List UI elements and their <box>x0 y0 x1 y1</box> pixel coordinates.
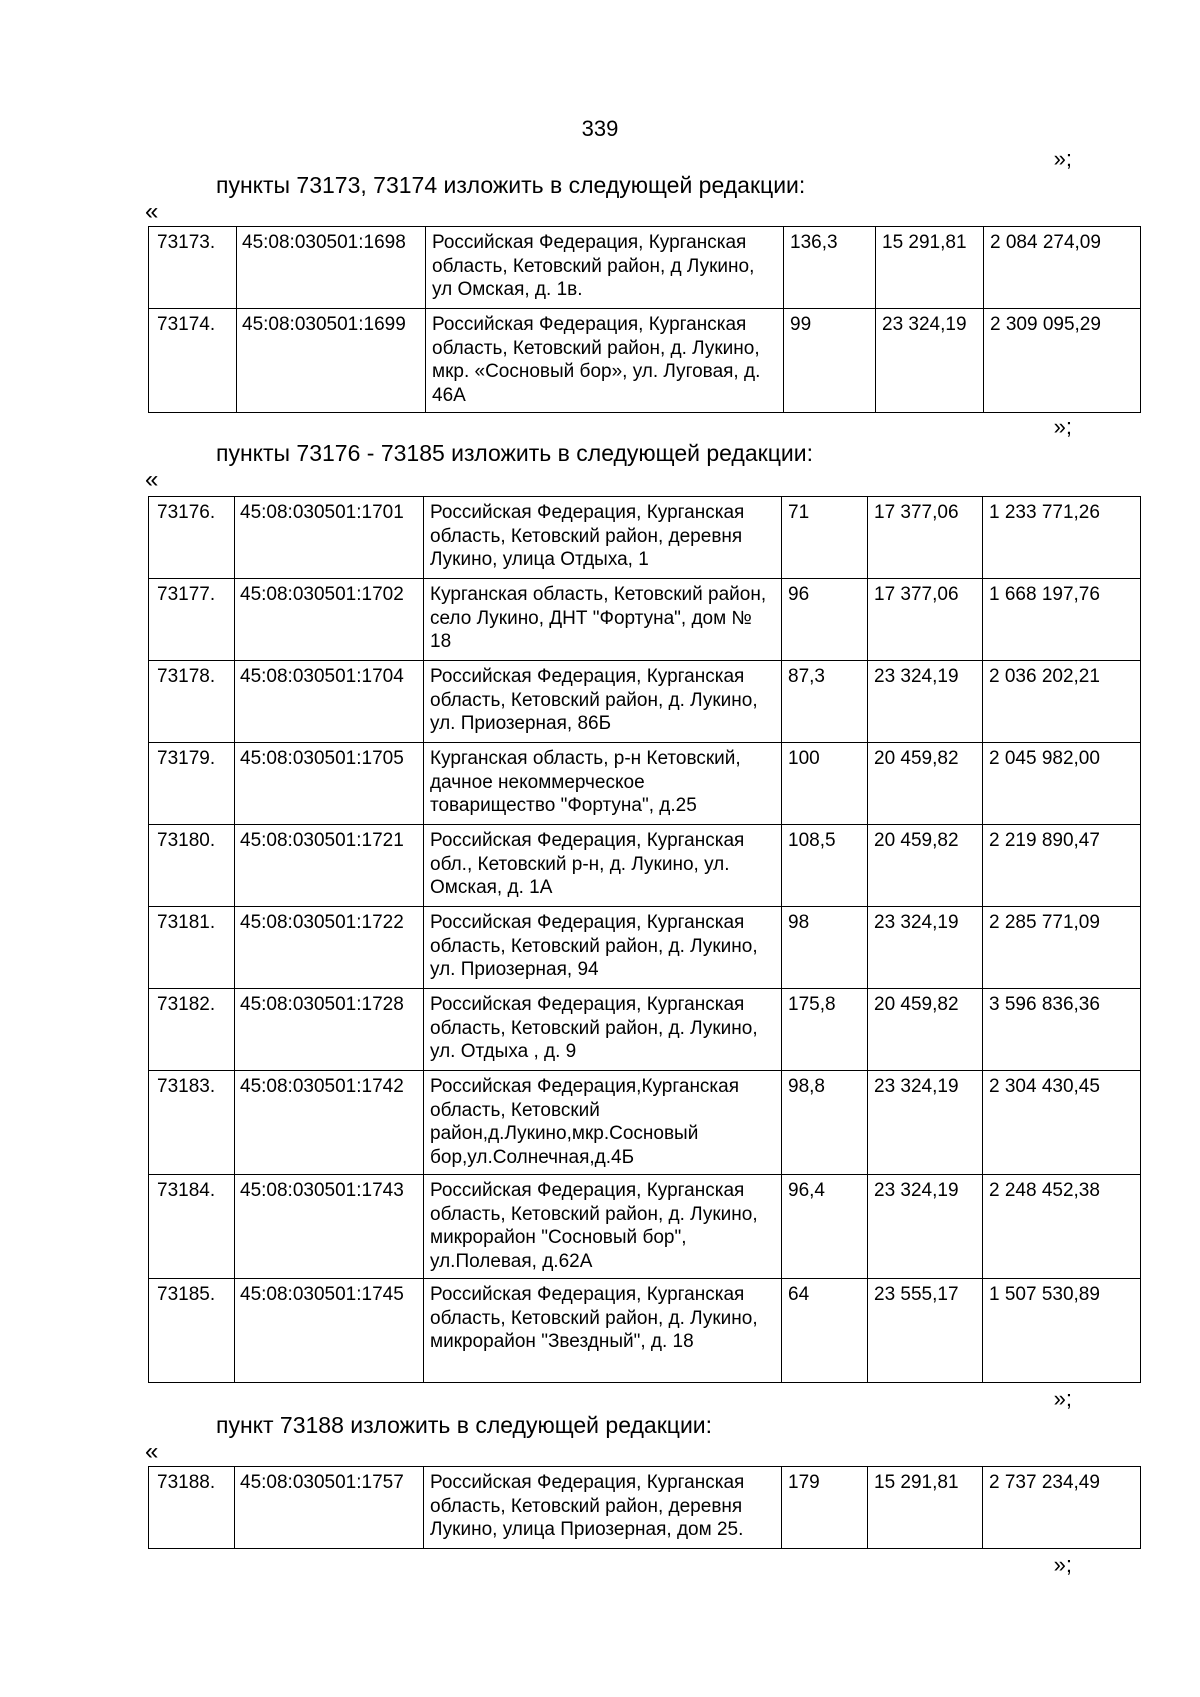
section-intro: пункты 73176 - 73185 изложить в следующей редакции: <box>216 440 813 466</box>
address: Российская Федерация, Курганская область, Кетовский район, деревня Лукино, улица Отдыха, 1 <box>424 497 782 579</box>
address: Российская Федерация, Курганская область, Кетовский район, д. Лукино, мкр. «Сосновый бор», ул. Луговая, д. 46А <box>426 309 784 413</box>
cadastral-number: 45:08:030501:1699 <box>237 309 426 413</box>
cadastral-number: 45:08:030501:1728 <box>235 989 424 1071</box>
cadastral-number: 45:08:030501:1721 <box>235 825 424 907</box>
cadastral-value: 2 737 234,49 <box>983 1467 1141 1549</box>
table-row <box>149 1279 1141 1383</box>
address: Российская Федерация, Курганская обл., Кетовский р-н, д. Лукино, ул. Омская, д. 1А <box>424 825 782 907</box>
page-number: 339 <box>581 116 619 141</box>
area: 136,3 <box>784 227 876 309</box>
address: Российская Федерация, Курганская область, Кетовский район, д. Лукино, ул. Приозерная, 94 <box>424 907 782 989</box>
address: Российская Федерация, Курганская область, Кетовский район, д. Лукино, ул. Отдыха , д. 9 <box>424 989 782 1071</box>
cadastral-number: 45:08:030501:1701 <box>235 497 424 579</box>
table-row <box>149 309 1141 413</box>
closing-quote-mark: »; <box>1053 1552 1072 1577</box>
address: Российская Федерация,Курганская область, Кетовский район,д.Лукино,мкр.Сосновый бор,ул.Солнечная,д.4Б <box>424 1071 782 1175</box>
cadastral-value: 2 219 890,47 <box>983 825 1141 907</box>
area: 96,4 <box>782 1175 868 1279</box>
rate: 20 459,82 <box>868 743 983 825</box>
cadastral-value: 1 668 197,76 <box>983 579 1141 661</box>
area: 64 <box>782 1279 868 1383</box>
area: 71 <box>782 497 868 579</box>
row-number: 73181. <box>149 907 235 989</box>
table-row <box>149 661 1141 743</box>
row-number: 73183. <box>149 1071 235 1175</box>
rate: 17 377,06 <box>868 579 983 661</box>
table-row <box>149 1175 1141 1279</box>
table-row <box>149 227 1141 309</box>
address: Российская Федерация, Курганская область, Кетовский район, д. Лукино, ул. Приозерная, 86Б <box>424 661 782 743</box>
rate: 23 555,17 <box>868 1279 983 1383</box>
section-intro: пункт 73188 изложить в следующей редакции: <box>216 1412 713 1438</box>
rate: 23 324,19 <box>868 1071 983 1175</box>
rate: 20 459,82 <box>868 825 983 907</box>
rate: 23 324,19 <box>868 907 983 989</box>
closing-quote-mark: »; <box>1053 146 1072 171</box>
table-row <box>149 907 1141 989</box>
table-row <box>149 825 1141 907</box>
row-number: 73176. <box>149 497 235 579</box>
opening-quote-mark: « <box>145 198 159 225</box>
cadastral-value: 2 036 202,21 <box>983 661 1141 743</box>
table-row <box>149 579 1141 661</box>
area: 96 <box>782 579 868 661</box>
cadastral-number: 45:08:030501:1742 <box>235 1071 424 1175</box>
cadastral-value: 3 596 836,36 <box>983 989 1141 1071</box>
closing-quote-mark: »; <box>1053 1386 1072 1411</box>
data-table-2 <box>148 496 1141 1383</box>
area: 87,3 <box>782 661 868 743</box>
cadastral-value: 2 285 771,09 <box>983 907 1141 989</box>
data-table-1 <box>148 226 1141 413</box>
row-number: 73184. <box>149 1175 235 1279</box>
cadastral-number: 45:08:030501:1743 <box>235 1175 424 1279</box>
area: 99 <box>784 309 876 413</box>
rate: 23 324,19 <box>868 661 983 743</box>
cadastral-number: 45:08:030501:1704 <box>235 661 424 743</box>
area: 108,5 <box>782 825 868 907</box>
row-number: 73174. <box>149 309 237 413</box>
address: Российская Федерация, Курганская область, Кетовский район, д Лукино, ул Омская, д. 1в. <box>426 227 784 309</box>
data-table-3 <box>148 1466 1141 1549</box>
row-number: 73188. <box>149 1467 235 1549</box>
rate: 20 459,82 <box>868 989 983 1071</box>
rate: 15 291,81 <box>876 227 984 309</box>
table-row <box>149 497 1141 579</box>
cadastral-number: 45:08:030501:1702 <box>235 579 424 661</box>
area: 175,8 <box>782 989 868 1071</box>
table-row <box>149 743 1141 825</box>
row-number: 73177. <box>149 579 235 661</box>
row-number: 73173. <box>149 227 237 309</box>
rate: 23 324,19 <box>876 309 984 413</box>
cadastral-value: 2 309 095,29 <box>984 309 1141 413</box>
table-row <box>149 1071 1141 1175</box>
table-row <box>149 989 1141 1071</box>
closing-quote-mark: »; <box>1053 414 1072 439</box>
area: 100 <box>782 743 868 825</box>
area: 98,8 <box>782 1071 868 1175</box>
area: 98 <box>782 907 868 989</box>
cadastral-value: 1 233 771,26 <box>983 497 1141 579</box>
area: 179 <box>782 1467 868 1549</box>
cadastral-value: 2 248 452,38 <box>983 1175 1141 1279</box>
address: Российская Федерация, Курганская область, Кетовский район, д. Лукино, микрорайон "Сосновый бор", ул.Полевая, д.62А <box>424 1175 782 1279</box>
cadastral-value: 2 045 982,00 <box>983 743 1141 825</box>
table-row <box>149 1467 1141 1549</box>
rate: 23 324,19 <box>868 1175 983 1279</box>
cadastral-number: 45:08:030501:1705 <box>235 743 424 825</box>
opening-quote-mark: « <box>145 1438 159 1465</box>
cadastral-number: 45:08:030501:1698 <box>237 227 426 309</box>
row-number: 73185. <box>149 1279 235 1383</box>
opening-quote-mark: « <box>145 466 159 493</box>
row-number: 73182. <box>149 989 235 1071</box>
cadastral-value: 1 507 530,89 <box>983 1279 1141 1383</box>
cadastral-number: 45:08:030501:1745 <box>235 1279 424 1383</box>
rate: 17 377,06 <box>868 497 983 579</box>
address: Российская Федерация, Курганская область, Кетовский район, д. Лукино, микрорайон "Звездный", д. 18 <box>424 1279 782 1383</box>
cadastral-number: 45:08:030501:1757 <box>235 1467 424 1549</box>
cadastral-value: 2 084 274,09 <box>984 227 1141 309</box>
rate: 15 291,81 <box>868 1467 983 1549</box>
row-number: 73179. <box>149 743 235 825</box>
address: Курганская область, Кетовский район, село Лукино, ДНТ "Фортуна", дом № 18 <box>424 579 782 661</box>
section-intro: пункты 73173, 73174 изложить в следующей редакции: <box>216 172 806 198</box>
address: Курганская область, р-н Кетовский, дачное некоммерческое товарищество "Фортуна", д.25 <box>424 743 782 825</box>
cadastral-value: 2 304 430,45 <box>983 1071 1141 1175</box>
address: Российская Федерация, Курганская область, Кетовский район, деревня Лукино, улица Приозерная, дом 25. <box>424 1467 782 1549</box>
cadastral-number: 45:08:030501:1722 <box>235 907 424 989</box>
row-number: 73180. <box>149 825 235 907</box>
row-number: 73178. <box>149 661 235 743</box>
